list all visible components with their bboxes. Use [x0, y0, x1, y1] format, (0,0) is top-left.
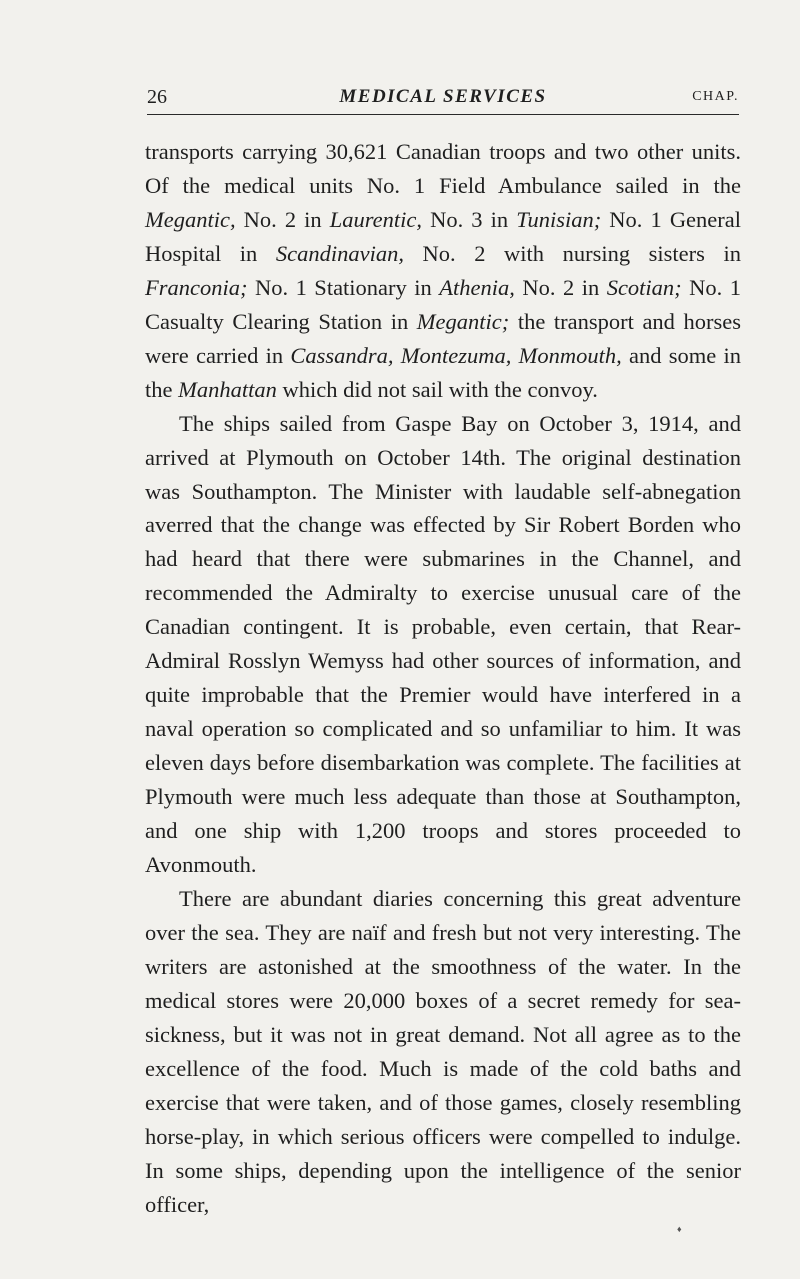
ship-name: Megantic;: [416, 308, 510, 334]
text-run: No. 1 General Hospital in: [145, 206, 742, 266]
text-run: which did not sail with the convoy.: [276, 376, 598, 402]
text-run: No. 2 in: [514, 274, 607, 300]
text-run: transports carrying 30,621 Canadian troops and two other units. Of the medical units No. 1 Field Ambulance sailed in the: [145, 139, 741, 198]
ship-name: Franconia;: [145, 274, 248, 300]
text-run: No. 1 Stationary in: [247, 274, 440, 300]
text-run: There are abundant diaries concerning this great adventure over the sea. They are naïf and fresh but not very interesting. The writers are astonished at the smoothness of the water. In the medical stores were 20,000 boxes of a secret remedy for sea-sickness, but it was not in great demand. Not all agree as to the excellence of the food. Much is made of the cold baths and exercise that were taken, and of those games, closely resembling horse-play, in which serious officers were compelled to indulge. In some ships, depending upon the intelligence of the senior officer,: [145, 885, 741, 1217]
text-run: No. 2 with nursing sisters in: [403, 240, 741, 266]
text-run: the transport and horses were carried in: [145, 308, 741, 368]
ship-name: Tunisian;: [516, 206, 602, 232]
ship-name: Athenia,: [439, 274, 515, 300]
chapter-abbrev: CHAP.: [692, 89, 739, 104]
ship-name: Megantic,: [145, 206, 236, 232]
paragraph: [145, 882, 741, 1222]
paragraph: [145, 135, 741, 407]
paragraph: [145, 407, 741, 882]
running-head: [147, 84, 739, 115]
text-run: No. 3 in: [422, 206, 517, 232]
signature-mark: ♦: [677, 1224, 682, 1234]
ship-name: Manhattan: [178, 376, 277, 402]
ship-name: Laurentic,: [329, 206, 423, 232]
running-title: MEDICAL SERVICES: [339, 86, 547, 107]
ship-name: Cassandra, Montezuma, Monmouth,: [290, 342, 622, 368]
ship-name: Scotian;: [606, 274, 682, 300]
text-run: No. 1 Casualty Clearing Station in: [145, 274, 742, 334]
body-text: [145, 135, 741, 1222]
text-run: No. 2 in: [235, 206, 330, 232]
text-run: and some in the: [145, 342, 741, 402]
ship-name: Scandinavian,: [275, 240, 404, 266]
page-number: 26: [147, 86, 167, 108]
text-run: The ships sailed from Gaspe Bay on October 3, 1914, and arrived at Plymouth on October 14th. The original destination was Southampton. The Minister with laudable self-abnegation averred that the change was effected by Sir Robert Borden who had heard that there were submarines in the Channel, and recommended the Admiralty to exercise unusual care of the Canadian contingent. It is probable, even certain, that Rear-Admiral Rosslyn Wemyss had other sources of information, and quite improbable that the Premier would have interfered in a naval operation so complicated and so unfamiliar to him. It was eleven days before disembarkation was complete. The facilities at Plymouth were much less adequate than those at Southampton, and one ship with 1,200 troops and stores proceeded to Avonmouth.: [145, 410, 741, 878]
